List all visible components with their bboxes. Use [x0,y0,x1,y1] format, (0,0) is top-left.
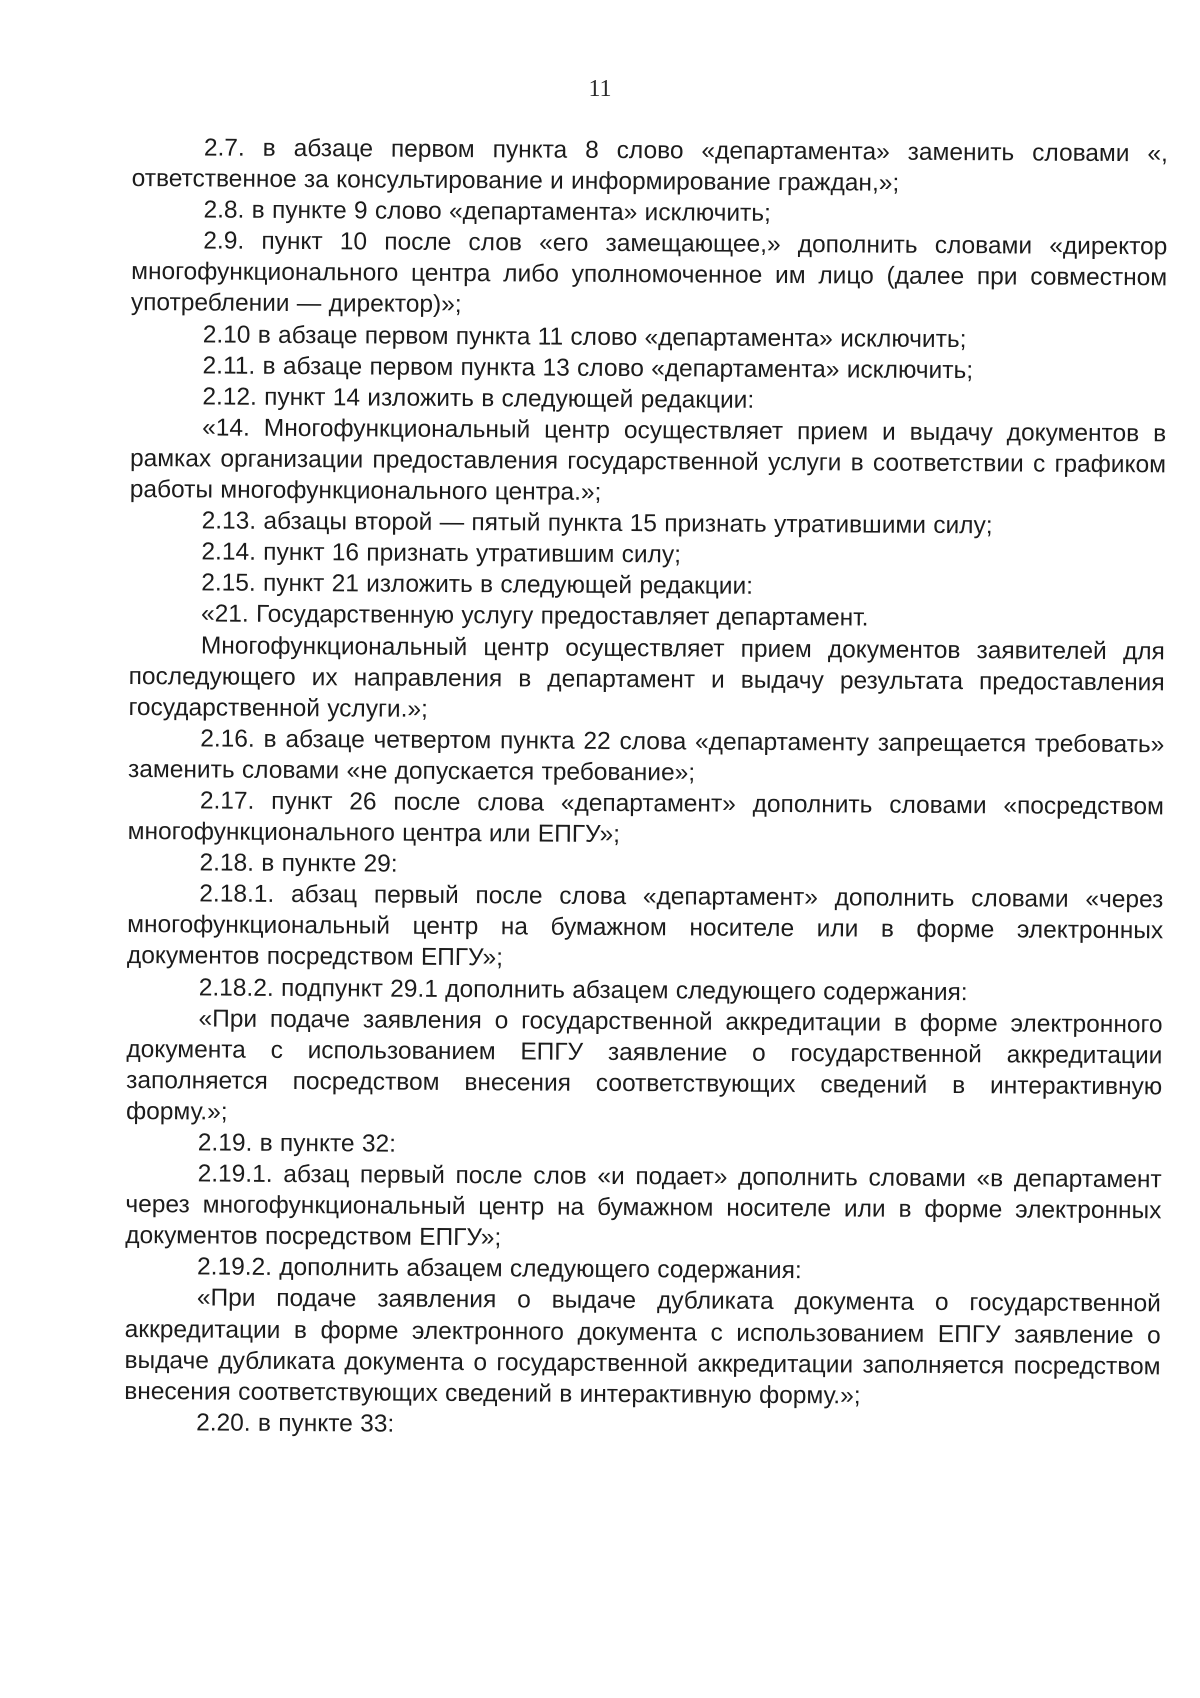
paragraph-2-14: 2.14. пункт 16 признать утратившим силу; [201,538,682,569]
paragraph-item-21-continued: Многофункциональный центр осуществляет прием документов заявителей для последующего их направления в департамент и выдачу результата предоставления государственной услуги.»; [128,631,1165,723]
paragraph-2-18-1: 2.18.1. абзац первый после слова «департамент» дополнить словами «через многофункциональный центр на бумажном носителе или в форме электронных документов посредством ЕПГУ»; [126,880,1164,972]
paragraph-item-14-text: «14. Многофункциональный центр осуществляет прием и выдачу документов в рамках организации предоставления государственной услуги в соответствии с графиком работы многофункционального центра.»; [129,414,1167,506]
paragraph-2-13: 2.13. абзацы второй — пятый пункта 15 признать утратившими силу; [201,507,993,540]
paragraph-duplicate-application-text: «При подаче заявления о выдаче дубликата документа о государственной аккредитации в форме электронного документа с использованием ЕПГУ заявление о выдаче дубликата документа о государственной аккредитации заполняется посредством внесения соответствующих сведений в интерактивную форму.»; [124,1284,1161,1410]
paragraph-2-19-2: 2.19.2. дополнить абзацем следующего содержания: [196,1253,802,1285]
paragraph-2-17: 2.17. пункт 26 после слова «департамент» дополнить словами «посредством многофункционального центра или ЕПГУ»; [127,787,1164,849]
paragraph-2-10: 2.10 в абзаце первом пункта 11 слово «департамента» исключить; [202,320,967,353]
paragraph-accreditation-application-text: «При подаче заявления о государственной аккредитации в форме электронного документа с использованием ЕПГУ заявление о государственной аккредитации заполняется посредством внесения соответствующих сведений в интерактивную форму.»; [125,1005,1163,1126]
paragraph-2-19: 2.19. в пункте 32: [197,1129,397,1158]
page-number: 11 [588,76,612,102]
paragraph-item-21-text: «21. Государственную услугу предоставляет департамент. [200,600,869,632]
paragraph-2-11: 2.11. в абзаце первом пункта 13 слово «департамента» исключить; [202,352,974,384]
paragraph-2-19-1: 2.19.1. абзац первый после слов «и подает» дополнить словами «в департамент через многофункциональный центр на бумажном носителе или в форме электронных документов посредством ЕПГУ»; [125,1160,1162,1252]
paragraph-2-7: 2.7. в абзаце первом пункта 8 слово «департамента» заменить словами «, ответственное за консультирование и информирование граждан,»; [131,134,1168,197]
paragraph-2-18-2: 2.18.2. подпункт 29.1 дополнить абзацем следующего содержания: [198,973,968,1006]
paragraph-2-15: 2.15. пункт 21 изложить в следующей редакции: [201,569,754,601]
paragraph-2-16: 2.16. в абзаце четвертом пункта 22 слова «департаменту запрещается требовать» заменить словами «не допускается требование»; [128,725,1165,787]
paragraph-2-12: 2.12. пункт 14 изложить в следующей редакции: [202,383,755,414]
document-body [124,132,1168,1444]
paragraph-2-20: 2.20. в пункте 33: [196,1409,395,1438]
paragraph-2-18: 2.18. в пункте 29: [199,849,398,878]
paragraph-2-9: 2.9. пункт 10 после слов «его замещающее,» дополнить словами «директор многофункционального центра либо уполномоченное им лицо (далее при совместном употреблении — директор)»; [130,227,1168,319]
paragraph-2-8: 2.8. в пункте 9 слово «департамента» исключить; [203,196,771,228]
